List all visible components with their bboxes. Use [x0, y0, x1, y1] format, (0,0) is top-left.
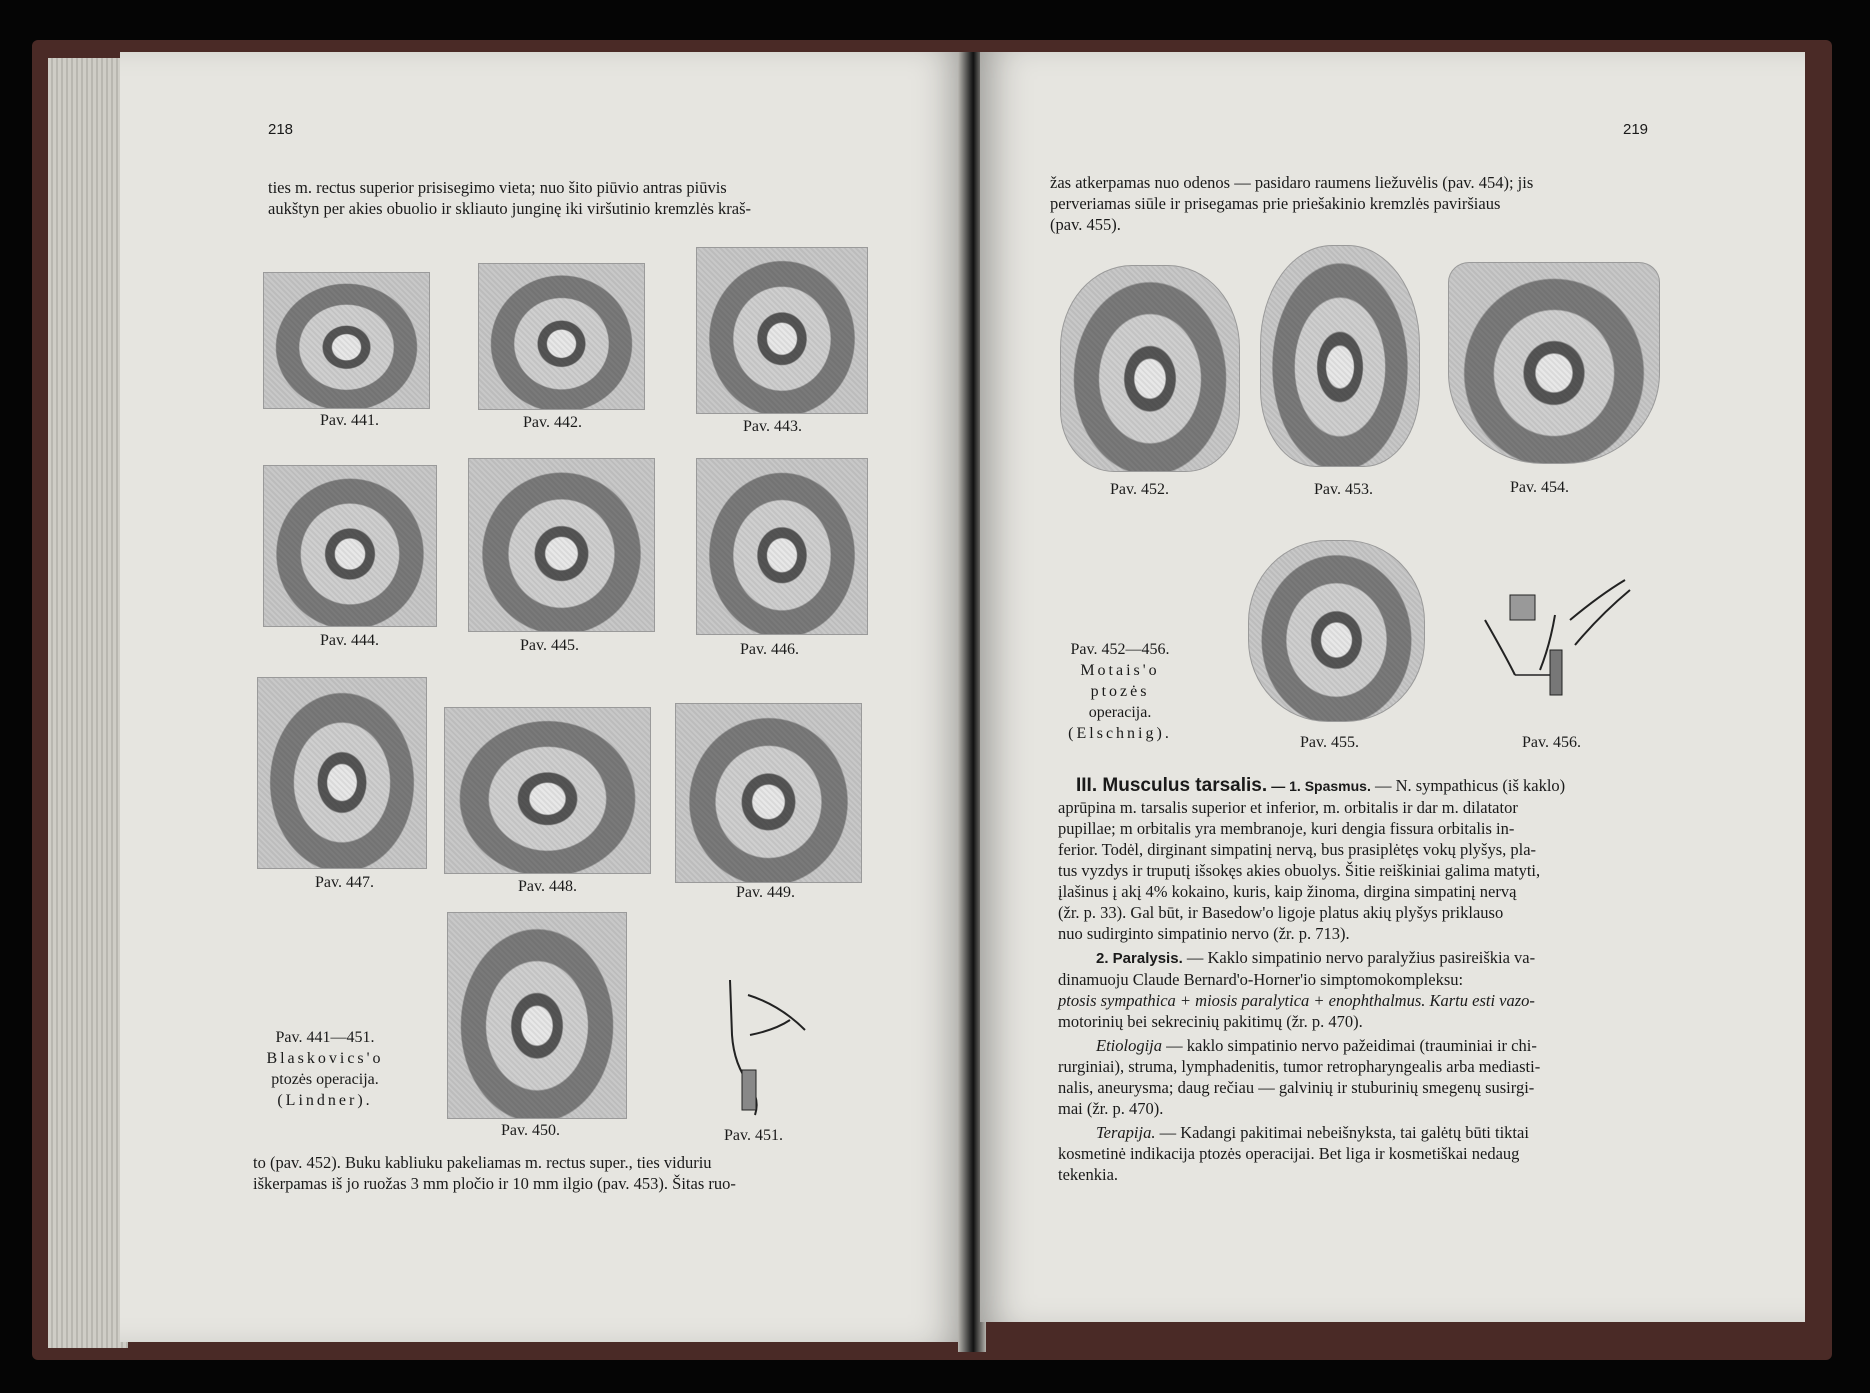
subsection-label-paralysis: 2. Paralysis. — [1096, 950, 1183, 967]
group-caption-line: (Lindner). — [277, 1092, 373, 1109]
text-line: iškerpamas iš jo ruožas 3 mm pločio ir 10 mm ilgio (pav. 453). Šitas ruo- — [253, 1174, 736, 1193]
subsection-label-terapija: Terapija. — [1096, 1123, 1156, 1142]
left-page — [120, 52, 965, 1342]
figure-454 — [1448, 262, 1660, 464]
text-line: aukštyn per akies obuolio ir skliauto junginę iki viršutinio kremzlės kraš- — [268, 199, 751, 218]
text-line: — kaklo simpatinio nervo pažeidimai (trauminiai ir chi- — [1166, 1036, 1537, 1055]
text-line: (pav. 455). — [1050, 215, 1121, 234]
caption-442: Pav. 442. — [523, 414, 582, 431]
figure-443 — [696, 247, 868, 414]
group-caption-line: Blaskovics'o — [266, 1050, 384, 1067]
text-line: ptosis sympathica + miosis paralytica + enophthalmus. Kartu esti vazo- — [1058, 991, 1535, 1010]
figure-447 — [257, 677, 427, 869]
text-line: motorinių bei sekrecinių pakitimų (žr. p. 470). — [1058, 1012, 1363, 1031]
text-line: ferior. Todėl, dirginant simpatinį nervą, bus prasiplėtęs vokų plyšys, pla- — [1058, 840, 1537, 859]
group-caption-line: ptozės operacija. — [271, 1071, 379, 1088]
caption-452: Pav. 452. — [1110, 481, 1169, 498]
right-top-text — [1050, 172, 1662, 235]
figure-449 — [675, 703, 862, 883]
caption-454: Pav. 454. — [1510, 479, 1569, 496]
muscle-diagram-icon — [1480, 575, 1635, 715]
figure-444 — [263, 465, 437, 627]
text-line: tus vyzdys ir truputį išsokęs akies obuolys. Šitie reiškiniai galima matyti, — [1058, 861, 1541, 880]
figure-452 — [1060, 265, 1240, 472]
text-line: nuo sudirginto simpatinio nervo (žr. p. 713). — [1058, 924, 1350, 943]
text-line — [1058, 775, 1661, 797]
figure-456 — [1480, 575, 1635, 715]
caption-455: Pav. 455. — [1300, 734, 1359, 751]
group-caption-line: operacija. — [1088, 704, 1152, 721]
figure-445 — [468, 458, 655, 632]
figure-450 — [447, 912, 627, 1119]
left-bottom-text — [253, 1152, 858, 1194]
caption-448: Pav. 448. — [518, 878, 577, 895]
text-line: — Kadangi pakitimai nebeišnyksta, tai galėtų būti tiktai — [1159, 1123, 1529, 1142]
text-line: mai (žr. p. 470). — [1058, 1099, 1164, 1118]
text-line: perveriamas siūle ir prisegamas prie priešakinio kremzlės paviršiaus — [1050, 194, 1501, 213]
left-group-caption — [250, 1027, 400, 1111]
figure-448 — [444, 707, 651, 874]
text-line — [1058, 1035, 1661, 1056]
section-heading: III. Musculus tarsalis. — [1076, 775, 1268, 796]
figure-446 — [696, 458, 868, 635]
subsection-label-spasmus: — 1. Spasmus. — [1271, 778, 1371, 794]
right-group-caption — [1050, 639, 1190, 744]
figure-453 — [1260, 245, 1420, 467]
group-caption-line: (Elschnig). — [1068, 725, 1172, 742]
text-line: rurginiai), struma, lymphadenitis, tumor retropharyngealis arba mediasti- — [1058, 1057, 1541, 1076]
text-line: — Kaklo simpatinio nervo paralyžius pasireiškia va- — [1186, 948, 1536, 967]
text-line: dinamuoju Claude Bernard'o-Horner'io simptomokompleksu: — [1058, 970, 1464, 989]
text-line: pupillae; m orbitalis yra membranoje, kuri dengia fissura orbitalis in- — [1058, 819, 1515, 838]
text-line: tekenkia. — [1058, 1165, 1119, 1184]
text-line: įlašinus į akį 4% kokaino, kuris, kaip žinoma, dirgina simpatinį nervą — [1058, 882, 1517, 901]
figure-455 — [1248, 540, 1425, 722]
text-line: kosmetinė indikacija ptozės operacijai. Bet liga ir kosmetiškai nedaug — [1058, 1144, 1520, 1163]
text-line: ties m. rectus superior prisisegimo vieta; nuo šito piūvio antras piūvis — [268, 178, 727, 197]
text-line: žas atkerpamas nuo odenos — pasidaro raumens liežuvėlis (pav. 454); jis — [1050, 173, 1534, 192]
right-page-number: 219 — [1623, 121, 1649, 138]
text-line: aprūpina m. tarsalis superior et inferior, m. orbitalis ir dar m. dilatator — [1058, 798, 1518, 817]
subsection-label-etiologija: Etiologija — [1096, 1036, 1162, 1055]
caption-456: Pav. 456. — [1522, 734, 1581, 751]
group-caption-line: Motais'o ptozės — [1080, 662, 1160, 700]
hook-diagram-icon — [720, 975, 810, 1120]
caption-444: Pav. 444. — [320, 632, 379, 649]
figure-441 — [263, 272, 430, 409]
figure-451 — [720, 975, 810, 1120]
text-line — [1058, 1122, 1661, 1143]
caption-443: Pav. 443. — [743, 418, 802, 435]
text-line: nalis, aneurysma; daug rečiau — galvinių ir stuburinių smegenų susirgi- — [1058, 1078, 1535, 1097]
caption-447: Pav. 447. — [315, 874, 374, 891]
figure-442 — [478, 263, 645, 410]
left-page-number: 218 — [268, 121, 294, 138]
text-line: (žr. p. 33). Gal būt, ir Basedow'o ligoje platus akių plyšys priklauso — [1058, 903, 1504, 922]
group-caption-line: Pav. 452—456. — [1070, 641, 1170, 658]
caption-451: Pav. 451. — [724, 1127, 783, 1144]
text-line: to (pav. 452). Buku kabliuku pakeliamas m. rectus super., ties viduriu — [253, 1153, 712, 1172]
left-top-text — [268, 177, 868, 219]
caption-446: Pav. 446. — [740, 641, 799, 658]
caption-449: Pav. 449. — [736, 884, 795, 901]
caption-453: Pav. 453. — [1314, 481, 1373, 498]
page-edges — [48, 58, 128, 1348]
text-line — [1058, 947, 1661, 969]
caption-441: Pav. 441. — [320, 412, 379, 429]
caption-445: Pav. 445. — [520, 637, 579, 654]
section-musculus-tarsalis — [1058, 775, 1661, 1185]
text-line: — N. sympathicus (iš kaklo) — [1374, 776, 1566, 795]
group-caption-line: Pav. 441—451. — [275, 1029, 375, 1046]
caption-450: Pav. 450. — [501, 1122, 560, 1139]
